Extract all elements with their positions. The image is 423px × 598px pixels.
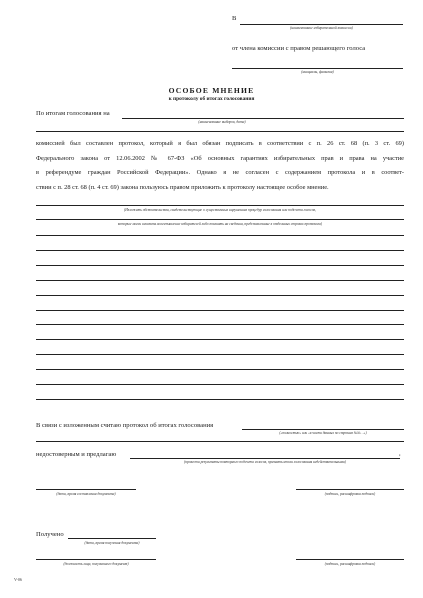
from-member-label: от члена комиссии с правом решающего голоса bbox=[232, 45, 366, 52]
statement-paragraph bbox=[36, 137, 404, 195]
receiver-position-line[interactable] bbox=[36, 559, 156, 560]
invalid-label: недостоверным и предлагаю bbox=[36, 451, 117, 458]
election-name-line[interactable] bbox=[122, 118, 404, 119]
paragraph-line: ствии с п. 28 ст. 68 (п. 4 ст. 69) закона пользуюсь правом приложить к протоколу настоящее особое мнение. bbox=[36, 183, 329, 191]
protocol-scope-caption: («полностью» или «в части данных по строкам №№…») bbox=[279, 431, 367, 435]
addressee-prefix: В bbox=[232, 15, 237, 22]
proposal-line[interactable] bbox=[130, 458, 400, 459]
conclusion-prefix: В связи с изложенным считаю протокол об итогах голосования bbox=[36, 422, 214, 429]
author-signature-line[interactable] bbox=[296, 489, 404, 490]
receiver-signature-line[interactable] bbox=[296, 559, 404, 560]
paragraph-line: в референдуме граждан Российской Федерации». Однако я не согласен с содержанием протокола и в соответ- bbox=[36, 169, 404, 176]
reason-line[interactable] bbox=[36, 310, 404, 311]
receiver-position-caption: (должность лица, получившего документ) bbox=[63, 562, 129, 566]
proposal-caption: (провести результаты повторного подсчета голосов, признать итоги голосования недействительными) bbox=[183, 460, 346, 464]
reason-line[interactable] bbox=[36, 399, 404, 400]
reasons-caption-1: (Изложить обстоятельства, свидетельствующие о существенных нарушениях процедур голосования или подсчета голосов, bbox=[124, 208, 316, 212]
member-name-line[interactable] bbox=[232, 68, 403, 69]
reason-line[interactable] bbox=[36, 235, 404, 236]
reason-line[interactable] bbox=[36, 250, 404, 251]
received-label: Получено bbox=[36, 531, 64, 538]
reason-line[interactable] bbox=[36, 295, 404, 296]
paragraph-line: Федерального закона от 12.06.2002 № 67-ФЗ «Об основных гарантиях избирательных прав и права на участие bbox=[36, 154, 404, 162]
reason-line[interactable] bbox=[36, 339, 404, 340]
addressee-line[interactable] bbox=[240, 24, 403, 25]
reason-line[interactable] bbox=[36, 205, 404, 206]
compile-date-caption: (дата, время составления документа) bbox=[56, 492, 116, 496]
protocol-scope-line[interactable] bbox=[242, 429, 404, 430]
receiver-signature-caption: (подпись, расшифровка подписи) bbox=[324, 562, 376, 566]
reason-line[interactable] bbox=[36, 354, 404, 355]
reason-line[interactable] bbox=[36, 280, 404, 281]
election-name-line-2[interactable] bbox=[36, 131, 404, 132]
reason-line[interactable] bbox=[36, 219, 404, 220]
compile-date-line[interactable] bbox=[36, 489, 136, 490]
paragraph-line: комиссией был составлен протокол, который я был обязан подписать в соответствии с п. 26 ст. 68 (п. 3 ст. 69) bbox=[36, 140, 404, 147]
results-prefix: По итогам голосования на bbox=[36, 110, 110, 117]
received-date-line[interactable] bbox=[68, 538, 156, 539]
document-subtitle: к протоколу об итогах голосования bbox=[168, 96, 255, 102]
addressee-caption: (наименование избирательной комиссии) bbox=[290, 26, 353, 30]
reason-line[interactable] bbox=[36, 369, 404, 370]
form-code: V-06 bbox=[14, 577, 22, 582]
protocol-scope-line-2[interactable] bbox=[36, 441, 404, 442]
proposal-comma: , bbox=[399, 450, 401, 457]
reason-line[interactable] bbox=[36, 384, 404, 385]
member-name-caption: (инициалы, фамилия) bbox=[301, 70, 334, 74]
reason-line[interactable] bbox=[36, 265, 404, 266]
received-date-caption: (дата, время получения документа) bbox=[84, 541, 140, 545]
reason-line[interactable] bbox=[36, 324, 404, 325]
document-title: ОСОБОЕ МНЕНИЕ bbox=[168, 86, 255, 95]
author-signature-caption: (подпись, расшифровка подписи) bbox=[324, 492, 376, 496]
reasons-caption-2: которые могли исказить волеизъявление избирателей либо повлиять на сведения, представленные в отдельных строках протокола) bbox=[117, 222, 323, 226]
election-name-caption: (наименование выборов, дата) bbox=[198, 120, 246, 124]
